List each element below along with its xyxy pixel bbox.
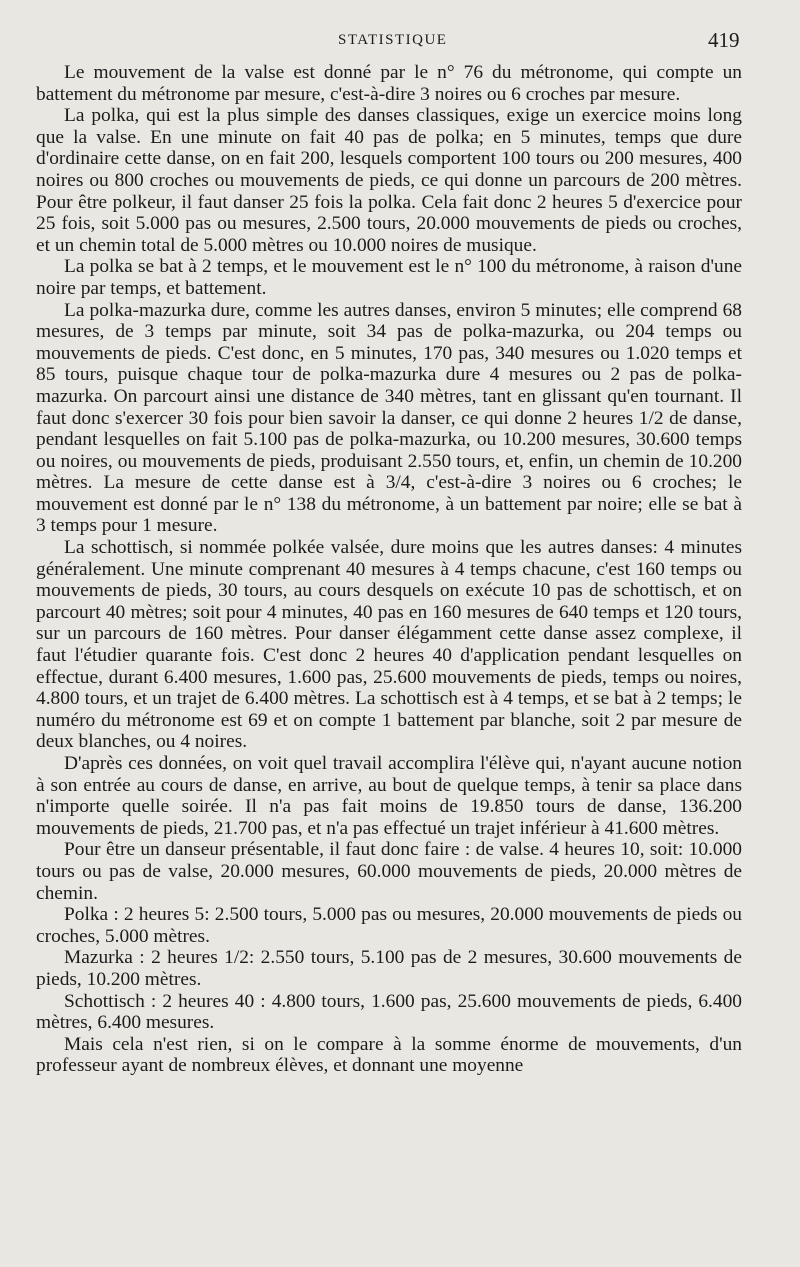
paragraph-schottisch-total: Schottisch : 2 heures 40 : 4.800 tours, 1.600 pas, 25.600 mouvements de pieds, 6.400 mètres, 6.400 mesures.	[36, 990, 742, 1034]
running-head: STATISTIQUE	[338, 32, 448, 48]
page-header	[0, 28, 800, 54]
body-text	[36, 62, 742, 1077]
paragraph-polka: La polka, qui est la plus simple des danses classiques, exige un exercice moins long que la valse. En une minute on fait 40 pas de polka; en 5 minutes, temps que dure d'ordinaire cette danse, on en fait 200, lesquels comportent 100 tours ou 200 mesures, 400 noires ou 800 croches ou mouvements de pieds, ce qui donne un parcours de 200 mètres. Pour être polkeur, il faut danser 25 fois la polka. Cela fait donc 2 heures 5 d'exercice pour 25 fois, soit 5.000 pas ou mesures, 2.500 tours, 20.000 mouvements de pieds ou croches, et un chemin total de 5.000 mètres ou 10.000 noires de musique.	[36, 105, 742, 256]
paragraph-polka-mazurka: La polka-mazurka dure, comme les autres danses, environ 5 minutes; elle comprend 68 mesures, de 3 temps par minute, soit 34 pas de polka-mazurka, ou 204 temps ou mouvements de pieds. C'est donc, en 5 minutes, 170 pas, 340 mesures ou 1.020 temps et 85 tours, puisque chaque tour de polka-mazurka dure 4 mesures ou 2 pas de polka-mazurka. On parcourt ainsi une distance de 340 mètres, tant en glissant qu'en tournant. Il faut donc s'exercer 30 fois pour bien savoir la danser, ce qui donne 2 heures 1/2 de danse, pendant lesquelles on fait 5.100 pas de polka-mazurka, ou 10.200 mesures, 30.600 temps ou noires, ou mouvements de pieds, produisant 2.550 tours, et, enfin, un chemin de 10.200 mètres. La mesure de cette danse est à 3/4, c'est-à-dire 3 noires ou 6 croches; le mouvement est donné par le n° 138 du métronome, à un battement par noire; elle se bat à 3 temps pour 1 mesure.	[36, 299, 742, 537]
paragraph-valse-total: Pour être un danseur présentable, il faut donc faire : de valse. 4 heures 10, soit: 10.000 tours ou pas de valse, 20.000 mesures, 60.000 mouvements de pieds, 20.000 mètres de chemin.	[36, 839, 742, 904]
paragraph-mazurka-total: Mazurka : 2 heures 1/2: 2.550 tours, 5.100 pas de 2 mesures, 30.600 mouvements de pieds, 10.200 mètres.	[36, 947, 742, 990]
paragraph-donnees: D'après ces données, on voit quel travail accomplira l'élève qui, n'ayant aucune notion à son entrée au cours de danse, en arrive, au bout de quelque temps, à tenir sa place dans n'importe quelle soirée. Il n'a pas fait moins de 19.850 tours de danse, 136.200 mouvements de pieds, 21.700 pas, et n'a pas effectué un trajet inférieur à 41.600 mètres.	[36, 753, 742, 839]
paragraph-polka-mouvement: La polka se bat à 2 temps, et le mouvement est le n° 100 du métronome, à raison d'une noire par temps, et battement.	[36, 256, 742, 299]
paragraph-polka-total: Polka : 2 heures 5: 2.500 tours, 5.000 pas ou mesures, 20.000 mouvements de pieds ou croches, 5.000 mètres.	[36, 904, 742, 947]
paragraph-professeur: Mais cela n'est rien, si on le compare à la somme énorme de mouvements, d'un professeur ayant de nombreux élèves, et donnant une moyenne	[36, 1033, 742, 1077]
paragraph-valse-mouvement: Le mouvement de la valse est donné par le n° 76 du métronome, qui compte un battement du métronome par mesure, c'est-à-dire 3 noires ou 6 croches par mesure.	[36, 62, 742, 105]
page-number: 419	[708, 28, 740, 52]
paragraph-schottisch: La schottisch, si nommée polkée valsée, dure moins que les autres danses: 4 minutes généralement. Une minute comprenant 40 mesures à 4 temps chacune, c'est 160 temps ou mouvements de pieds, 30 tours, au cours desquels on exécute 10 pas de schottisch, et on parcourt 40 mètres; soit pour 4 minutes, 40 pas en 160 mesures de 640 temps et 120 tours, sur un parcours de 160 mètres. Pour danser élégamment cette danse assez complexe, il faut l'étudier quarante fois. C'est donc 2 heures 40 d'application pendant lesquelles on effectue, durant 6.400 mesures, 1.600 pas, 25.600 mouvements de pieds, temps ou noires, 4.800 tours, et un trajet de 6.400 mètres. La schottisch est à 4 temps, et se bat à 2 temps; le numéro du métronome est 69 et on compte 1 battement par blanche, soit 2 par mesure de deux blanches, ou 4 noires.	[36, 537, 742, 753]
